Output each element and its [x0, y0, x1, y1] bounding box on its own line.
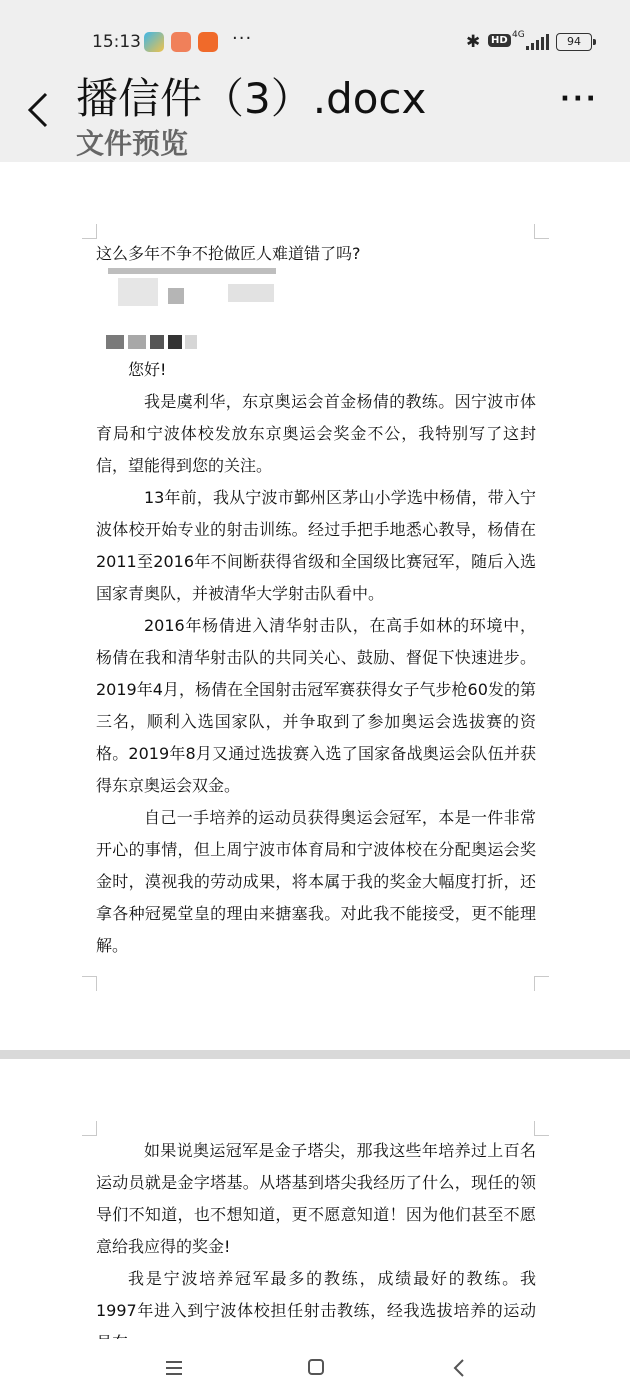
document-heading: 这么多年不争不抢做匠人难道错了吗?: [96, 244, 361, 263]
paragraph: 如果说奥运冠军是金子塔尖，那我这些年培养过上百名运动员就是金字塔基。从塔基到塔尖我经历了什么，现任的领导们不知道，也不想知道，更不愿意知道！因为他们甚至不愿意给我应得的奖金!: [96, 1141, 536, 1256]
redacted-block: [106, 335, 124, 349]
page-corner-mark: [534, 1121, 549, 1136]
page-corner-mark: [534, 224, 549, 239]
document-body: [96, 238, 536, 270]
greeting: 您好!: [128, 360, 167, 379]
letter-content: [96, 1135, 536, 1359]
notification-app-icon: [198, 32, 218, 52]
document-page: [0, 1059, 630, 1339]
recent-apps-button[interactable]: [160, 1353, 190, 1383]
status-time: 15:13: [92, 32, 141, 52]
paragraph: 我是宁波培养冠军最多的教练，成绩最好的教练。我1997年进入到宁波体校担任射击教练，经我选拔培养的运动: [96, 1269, 536, 1320]
page-separator: [0, 1050, 630, 1059]
redacted-block: [150, 335, 164, 349]
menu-icon: [160, 1353, 190, 1383]
back-button[interactable]: [24, 90, 56, 130]
home-icon: [302, 1353, 332, 1383]
more-options-button[interactable]: ···: [560, 84, 599, 114]
page-title: 播信件（3）.docx: [76, 74, 427, 123]
battery-icon: 94: [556, 33, 592, 51]
system-back-button[interactable]: [446, 1353, 476, 1383]
page-corner-mark: [534, 976, 549, 991]
app-header: [0, 0, 630, 162]
home-button[interactable]: [302, 1353, 332, 1383]
network-type: 4G: [512, 30, 525, 40]
paragraph: 我是虞利华，东京奥运会首金杨倩的教练。因宁波市体育局和宁波体校发放东京奥运会奖金不公，我特别写了这封信，望能得到您的关注。: [96, 392, 536, 475]
status-bar: [0, 30, 630, 56]
page-subtitle: 文件预览: [76, 127, 189, 160]
notification-app-icon: [144, 32, 164, 52]
more-notifications-icon: ···: [232, 28, 253, 49]
paragraph: 自己一手培养的运动员获得奥运会冠军，本是一件非常开心的事情，但上周宁波市体育局和宁波体校在分配奥运会奖金时，漠视我的劳动成果，将本属于我的奖金大幅度打折，还拿各种冠冕堂皇的理由来搪塞我。对此我不能接受，更不能理解。: [96, 808, 536, 955]
page-corner-mark: [82, 1121, 97, 1136]
page-corner-mark: [82, 976, 97, 991]
redacted-block: [228, 284, 274, 302]
chevron-left-icon: [24, 90, 56, 130]
system-navigation-bar: [0, 1339, 630, 1400]
hd-icon: HD: [488, 34, 511, 47]
redacted-block: [168, 335, 182, 349]
paragraph: 13年前，我从宁波市鄞州区茅山小学选中杨倩，带入宁波体校开始专业的射击训练。经过手把手地悉心教导，杨倩在2011至2016年不间断获得省级和全国级比赛冠军，随后入选国家青奥队，并被清华大学射击队看中。: [96, 488, 536, 603]
page-corner-mark: [82, 224, 97, 239]
letter-content: [96, 354, 536, 962]
redacted-block: [108, 268, 276, 274]
back-icon: [446, 1353, 476, 1383]
document-page: [0, 162, 630, 1050]
bluetooth-icon: ✱: [466, 32, 481, 52]
redacted-block: [118, 278, 158, 306]
paragraph: 2016年杨倩进入清华射击队，在高手如林的环境中，杨倩在我和清华射击队的共同关心、鼓励、督促下快速进步。2019年4月，杨倩在全国射击冠军赛获得女子气步枪60发的第三名，顺利入选国家队，并争取到了参加奥运会选拔赛的资格。2019年8月又通过选拔赛入选了国家备战奥运会队伍并获得东京奥运会双金。: [96, 616, 536, 795]
notification-app-icon: [171, 32, 191, 52]
redacted-block: [185, 335, 197, 349]
signal-icon: [524, 34, 550, 50]
redacted-block: [128, 335, 146, 349]
redacted-block: [168, 288, 184, 304]
